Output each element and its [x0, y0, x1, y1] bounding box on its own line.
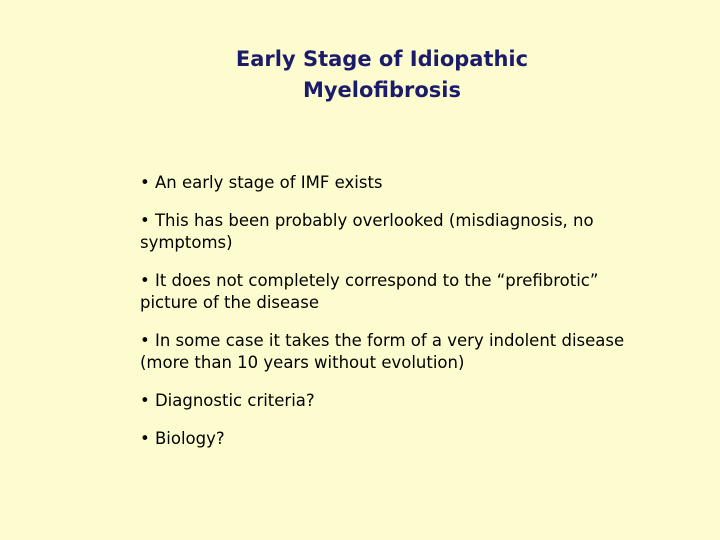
bullet-item: • Biology? [140, 429, 225, 448]
bullet-item: • It does not completely correspond to the “prefibrotic” picture of the disease [140, 271, 599, 312]
bullet-item: • In some case it takes the form of a very indolent disease (more than 10 years without evolution) [140, 331, 625, 372]
bullet-item: • This has been probably overlooked (misdiagnosis, no symptoms) [140, 211, 594, 252]
title-line-1: Early Stage of Idiopathic [235, 47, 529, 71]
slide-title [0, 44, 720, 106]
bullet-list [140, 172, 660, 466]
bullet-item: • Diagnostic criteria? [140, 391, 315, 410]
title-line-2: Myelofibrosis [302, 78, 462, 102]
bullet-item: • An early stage of IMF exists [140, 173, 383, 192]
